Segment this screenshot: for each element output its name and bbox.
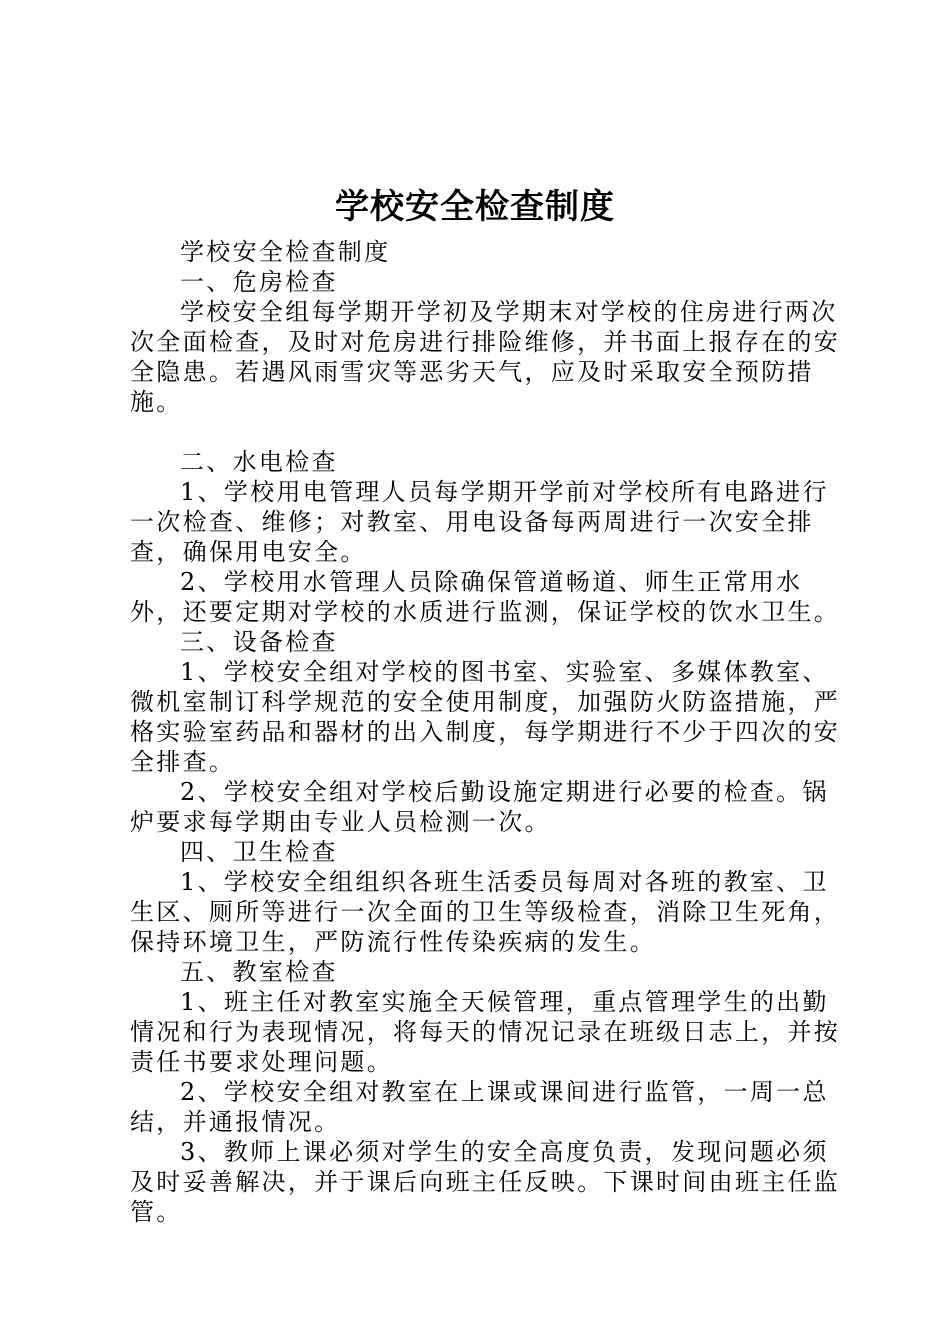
document-title: 学校安全检查制度 [335, 187, 615, 227]
paragraph: 1、班主任对教室实施全天候管理，重点管理学生的出勤情况和行为表现情况，将每天的情况记录在班级日志上，并按责任书要求处理问题。 [130, 988, 841, 1076]
section-heading-1: 一、危房检查 [180, 268, 338, 296]
paragraph: 1、学校安全组组织各班生活委员每周对各班的教室、卫生区、厕所等进行一次全面的卫生等级检查，消除卫生死角，保持环境卫生，严防流行性传染疾病的发生。 [130, 868, 841, 956]
paragraph: 3、教师上课必须对学生的安全高度负责，发现问题必须及时妥善解决，并于课后向班主任反映。下课时间由班主任监管。 [130, 1138, 841, 1226]
section-heading-3: 三、设备检查 [180, 628, 338, 656]
paragraph: 1、学校安全组对学校的图书室、实验室、多媒体教室、微机室制订科学规范的安全使用制度，加强防火防盗措施，严格实验室药品和器材的出入制度，每学期进行不少于四次的安全排查。 [130, 658, 841, 776]
paragraph: 1、学校用电管理人员每学期开学前对学校所有电路进行一次检查、维修；对教室、用电设备每两周进行一次安全排查，确保用电安全。 [130, 478, 829, 566]
document-body [130, 237, 842, 1227]
paragraph: 2、学校安全组对学校后勤设施定期进行必要的检查。锅炉要求每学期由专业人员检测一次。 [130, 778, 829, 836]
section-heading-5: 五、教室检查 [180, 958, 338, 986]
blank-line [130, 417, 842, 447]
paragraph: 2、学校用水管理人员除确保管道畅道、师生正常用水外，还要定期对学校的水质进行监测，保证学校的饮水卫生。 [130, 568, 841, 626]
paragraph: 学校安全组每学期开学初及学期末对学校的住房进行两次次全面检查，及时对危房进行排险维修，并书面上报存在的安全隐患。若遇风雨雪灾等恶劣天气，应及时采取安全预防措施。 [130, 298, 841, 416]
section-heading-2: 二、水电检查 [180, 448, 338, 476]
section-heading-4: 四、卫生检查 [180, 838, 338, 866]
paragraph: 2、学校安全组对教室在上课或课间进行监管，一周一总结，并通报情况。 [130, 1078, 829, 1136]
subtitle-paragraph: 学校安全检查制度 [180, 238, 391, 266]
